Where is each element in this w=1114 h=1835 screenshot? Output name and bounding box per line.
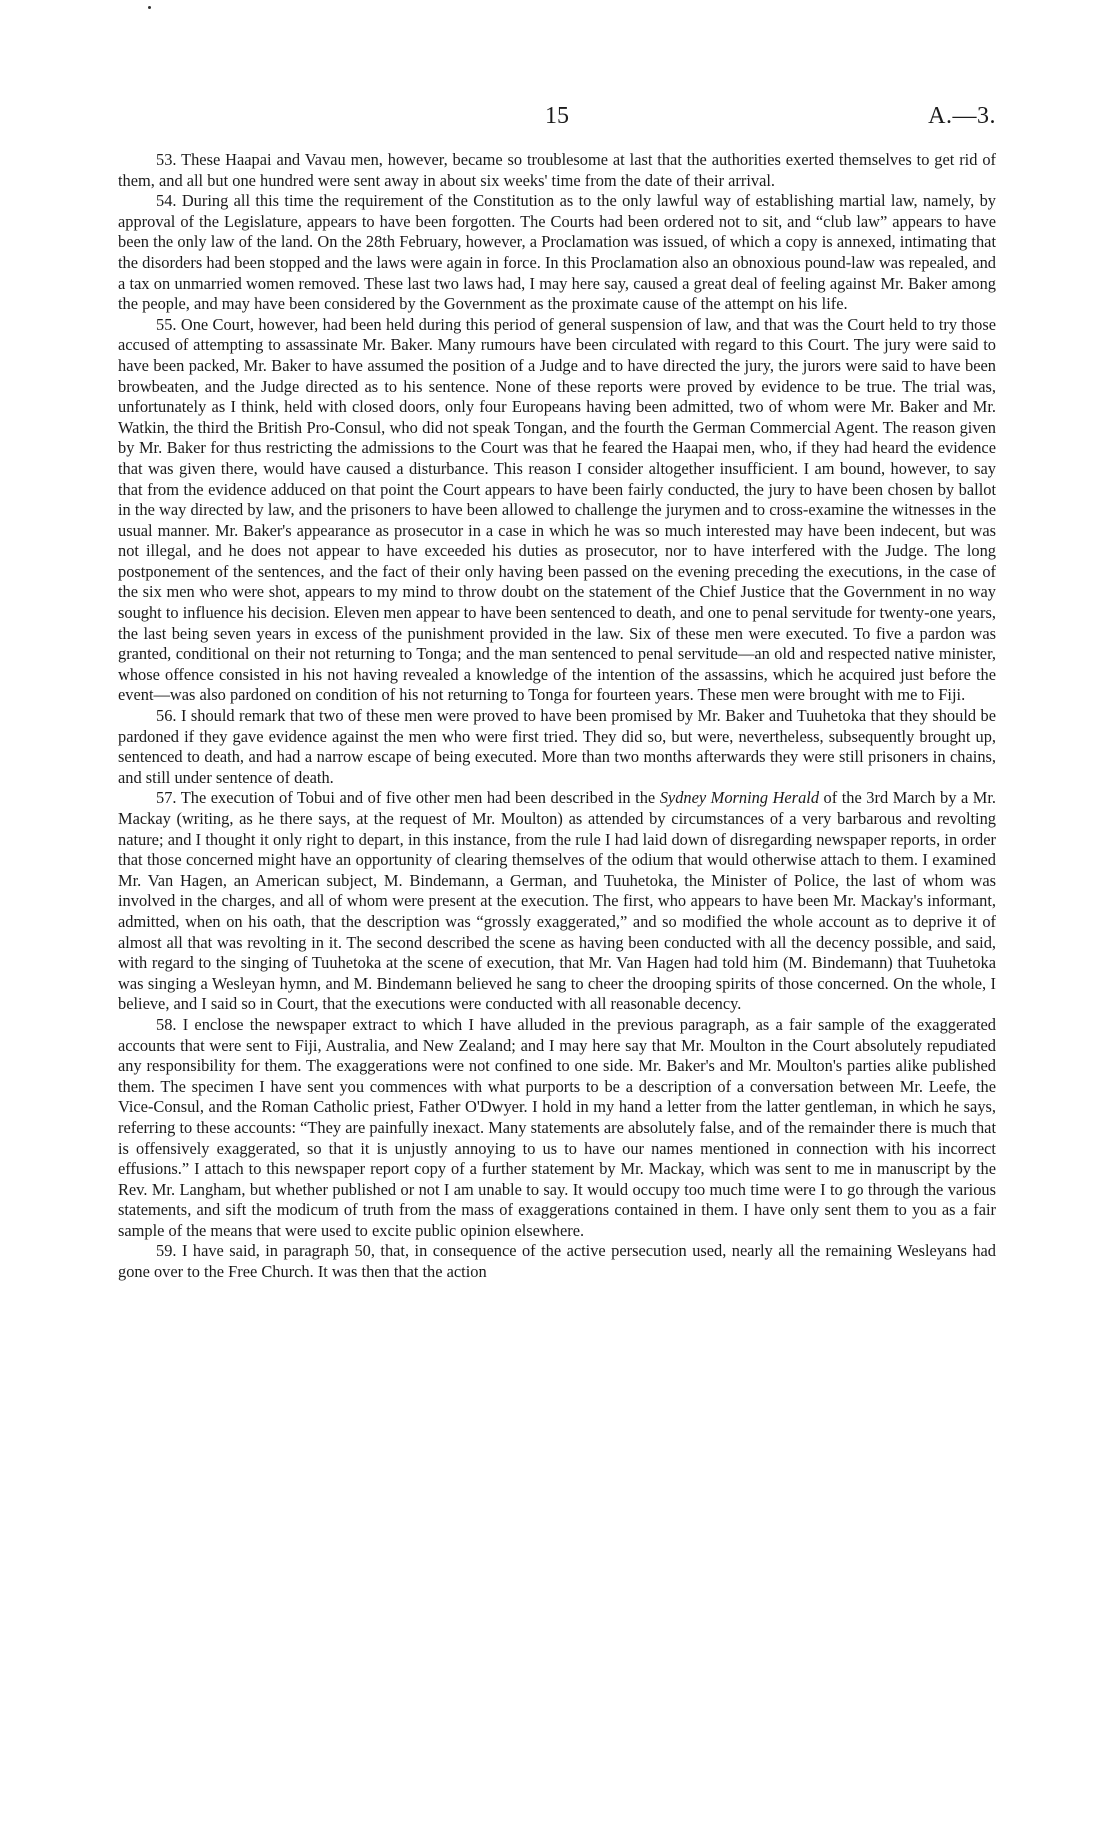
- newspaper-title: Sydney Morning Herald: [659, 788, 820, 808]
- page-header: [118, 96, 996, 136]
- paragraph-56: 56. I should remark that two of these men were proved to have been promised by Mr. Baker and Tuuhetoka that they should be pardoned if they gave evidence against the men who were first tried. They did so, but were, nevertheless, subsequently brought up, sentenced to death, and had a narrow escape of being executed. More than two months afterwards they were still prisoners in chains, and still under sentence of death.: [118, 706, 996, 787]
- document-reference: A.—3.: [928, 103, 996, 129]
- paragraph-58: 58. I enclose the newspaper extract to which I have alluded in the previous paragraph, as a fair sample of the exaggerated accounts that were sent to Fiji, Australia, and New Zealand; and I may here say that Mr. Moulton in the Court absolutely repudiated any responsibility for them. The exaggerations were not confined to one side. Mr. Baker's and Mr. Moulton's parties alike published them. The specimen I have sent you commences with what purports to be a description of a conversation between Mr. Leefe, the Vice-Consul, and the Roman Catholic priest, Father O'Dwyer. I hold in my hand a letter from the latter gentleman, in which he says, referring to these accounts: “They are painfully inexact. Many statements are absolutely false, and of the remainder there is much that is offensively exaggerated, so that it is unjustly annoying to us to have our names mentioned in connection with his incorrect effusions.” I attach to this newspaper report copy of a further statement by Mr. Mackay, which was sent to me in manuscript by the Rev. Mr. Langham, but whether published or not I am unable to say. It would occupy too much time were I to go through the various statements, and sift the modicum of truth from the mass of exaggerations contained in them. I have only sent them to you as a fair sample of the means that were used to excite public opinion elsewhere.: [118, 1014, 996, 1240]
- scan-speck: [148, 6, 151, 9]
- paragraph-57-text-after: of the 3rd March by a Mr. Mackay (writing, as he there says, at the request of Mr. Moulton) as attended by circumstances of a very barbarous and revolting nature; and I thought it only right to depart, in this instance, from the rule I had laid down of disregarding newspaper reports, in order that those concerned might have an opportunity of clearing themselves of the odium that would otherwise attach to them. I examined Mr. Van Hagen, an American subject, M. Bindemann, a German, and Tuuhetoka, the Minister of Police, the last of whom was involved in the charges, and all of whom were present at the execution. The first, who appears to have been Mr. Mackay's informant, admitted, when on his oath, that the description was “grossly exaggerated,” and so modified the whole account as to deprive it of almost all that was revolting in it. The second described the scene as having been conducted with all the decency possible, and said, with regard to the singing of Tuuhetoka at the scene of execution, that Mr. Van Hagen had told him (M. Bindemann) that Tuuhetoka was singing a Wesleyan hymn, and M. Bindemann believed he sang to cheer the drooping spirits of those concerned. On the whole, I believe, and I said so in Court, that the executions were conducted with all reasonable decency.: [118, 788, 996, 1014]
- paragraph-53: 53. These Haapai and Vavau men, however, became so troublesome at last that the authorities exerted themselves to get rid of them, and all but one hundred were sent away in about six weeks' time from the date of their arrival.: [118, 150, 996, 190]
- paragraph-59: 59. I have said, in paragraph 50, that, in consequence of the active persecution used, nearly all the remaining Wesleyans had gone over to the Free Church. It was then that the action: [118, 1241, 996, 1282]
- page-number: 15: [545, 103, 569, 129]
- paragraph-57: [118, 788, 996, 1015]
- paragraph-54: 54. During all this time the requirement of the Constitution as to the only lawful way of establishing martial law, namely, by approval of the Legislature, appears to have been forgotten. The Courts had been ordered not to sit, and “club law” appears to have been the only law of the land. On the 28th February, however, a Proclamation was issued, of which a copy is annexed, intimating that the disorders had been stopped and the laws were again in force. In this Proclamation also an obnoxious pound-law was repealed, and a tax on unmarried women removed. These last two laws had, I may here say, caused a great deal of feeling against Mr. Baker among the people, and may have been considered by the Government as the proximate cause of the attempt on his life.: [118, 191, 996, 314]
- paragraph-57-text-before: 57. The execution of Tobui and of five other men had been described in the: [156, 788, 660, 808]
- document-body: [118, 150, 996, 1283]
- paragraph-55: 55. One Court, however, had been held during this period of general suspension of law, and that was the Court held to try those accused of attempting to assassinate Mr. Baker. Many rumours have been circulated with regard to this Court. The jury were said to have been packed, Mr. Baker to have assumed the position of a Judge and to have directed the jury, the jurors were said to have been browbeaten, and the Judge directed as to his sentence. None of these reports were proved by evidence to be true. The trial was, unfortunately as I think, held with closed doors, only four Europeans having been admitted, two of whom were Mr. Baker and Mr. Watkin, the third the British Pro-Consul, who did not speak Tongan, and the fourth the German Commercial Agent. The reason given by Mr. Baker for thus restricting the admissions to the Court was that he feared the Haapai men, who, if they had heard the evidence that was given there, would have caused a disturbance. This reason I consider altogether insufficient. I am bound, however, to say that from the evidence adduced on that point the Court appears to have been fairly conducted, the jury to have been chosen by ballot in the way directed by law, and the prisoners to have been allowed to challenge the jurymen and to cross-examine the witnesses in the usual manner. Mr. Baker's appearance as prosecutor in a case in which he was so much interested may have been indecent, but was not illegal, and he does not appear to have exceeded his duties as prosecutor, nor to have interfered with the Judge. The long postponement of the sentences, and the fact of their only having been passed on the evening preceding the executions, in the case of the six men who were shot, appears to my mind to throw doubt on the statement of the Chief Justice that the Government in no way sought to influence his decision. Eleven men appear to have been sentenced to death, and one to penal servitude for twenty-one years, the last being seven years in excess of the punishment provided in the law. Six of these men were executed. To five a pardon was granted, conditional on their not returning to Tonga; and the man sentenced to penal servitude—an old and respected native minister, whose offence consisted in his not having revealed a knowledge of the intention of the assassins, which he acquired just before the event—was also pardoned on condition of his not returning to Tonga for fourteen years. These men were brought with me to Fiji.: [118, 314, 996, 705]
